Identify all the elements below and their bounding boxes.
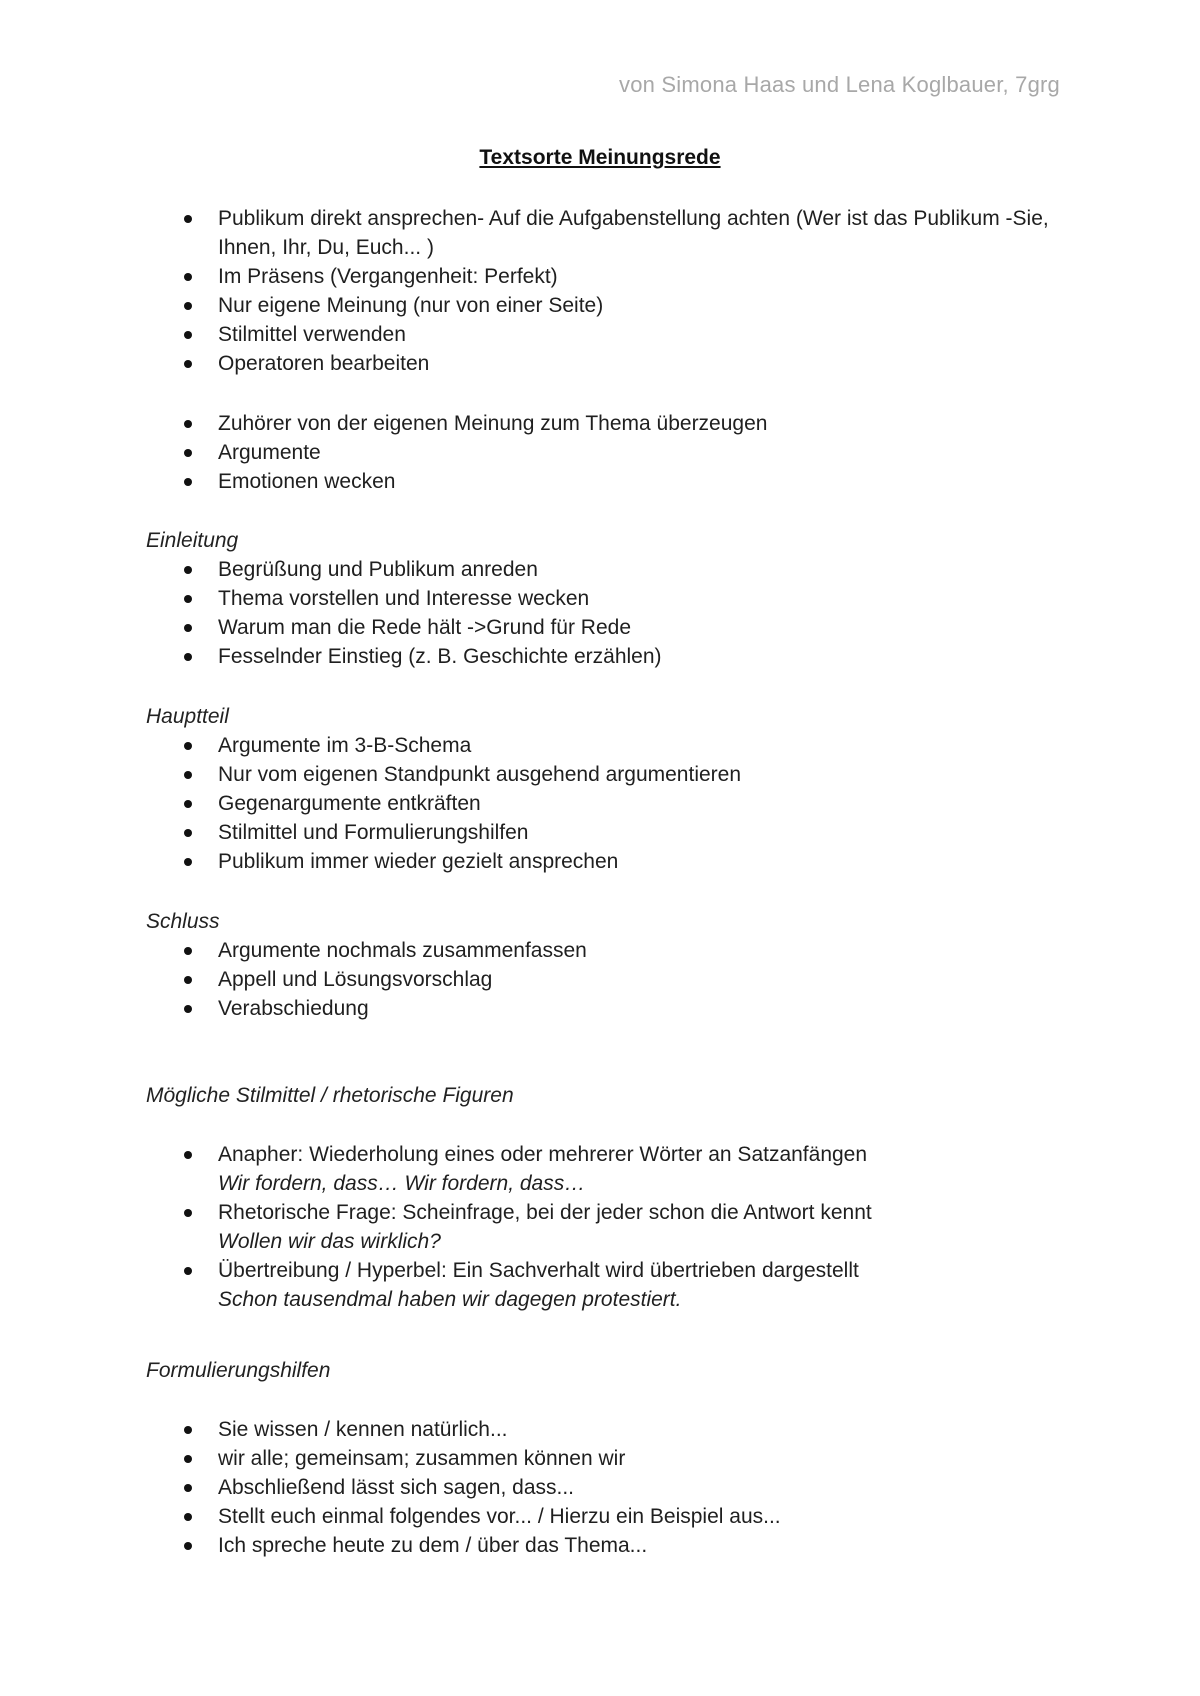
page-title: Textsorte Meinungsrede [479,146,721,169]
list-item [146,1531,1076,1560]
list-item-text: Übertreibung / Hyperbel: Ein Sachverhalt wird übertrieben dargestellt [218,1259,859,1282]
formulierungshilfen-list [146,1415,1076,1560]
section-heading-einleitung: Einleitung [146,529,239,552]
intro-list-1 [146,204,1076,378]
hauptteil-section [146,702,1076,876]
bullet-icon [184,215,192,223]
stilmittel-list [146,1140,1076,1314]
bullet-icon [184,273,192,281]
list-item-text: Warum man die Rede hält ->Grund für Rede [218,616,631,639]
list-item [146,1415,1076,1444]
section-heading-schluss: Schluss [146,910,220,933]
list-item [146,467,1076,496]
bullet-icon [184,829,192,837]
bullet-icon [184,624,192,632]
list-item [146,584,1076,613]
list-item [146,936,1076,965]
list-item [146,760,1076,789]
list-item [146,262,1076,291]
list-item-text: Rhetorische Frage: Scheinfrage, bei der jeder schon die Antwort kennt [218,1201,872,1224]
list-item-text: Stilmittel verwenden [218,323,406,346]
list-item-text: Argumente im 3-B-Schema [218,734,472,757]
list-item [146,994,1076,1023]
intro-list-2 [146,409,1076,496]
list-item [146,1140,1076,1198]
list-item-text: Stilmittel und Formulierungshilfen [218,821,529,844]
list-item-text: Operatoren bearbeiten [218,352,430,375]
intro-section-2 [146,409,1076,496]
bullet-icon [184,742,192,750]
einleitung-section [146,526,1076,671]
list-item-text: Begrüßung und Publikum anreden [218,558,538,581]
list-item [146,847,1076,876]
list-item [146,731,1076,760]
list-item-text: Sie wissen / kennen natürlich... [218,1418,508,1441]
bullet-icon [184,478,192,486]
bullet-icon [184,653,192,661]
list-item [146,1473,1076,1502]
list-item-text: Nur vom eigenen Standpunkt ausgehend argumentieren [218,763,742,786]
author-line: von Simona Haas und Lena Koglbauer, 7grg [619,72,1060,97]
example-text: Wir fordern, dass… Wir fordern, dass… [218,1172,586,1195]
list-item [146,438,1076,467]
list-item-text: Im Präsens (Vergangenheit: Perfekt) [218,265,558,288]
example-text: Schon tausendmal haben wir dagegen protestiert. [218,1288,682,1311]
list-item-text: Abschließend lässt sich sagen, dass... [218,1476,575,1499]
bullet-icon [184,1267,192,1275]
bullet-icon [184,331,192,339]
list-item-text: Zuhörer von der eigenen Meinung zum Thema überzeugen [218,412,768,435]
bullet-icon [184,1455,192,1463]
list-item-text: Gegenargumente entkräften [218,792,481,815]
list-item-text: Stellt euch einmal folgendes vor... / Hierzu ein Beispiel aus... [218,1505,781,1528]
list-item-text: Emotionen wecken [218,470,396,493]
section-heading-formulierungshilfen: Formulierungshilfen [146,1359,331,1382]
list-item-text: Argumente nochmals zusammenfassen [218,939,587,962]
bullet-icon [184,858,192,866]
list-item [146,1198,1076,1256]
intro-section-1 [146,204,1076,378]
list-item [146,818,1076,847]
einleitung-list [146,555,1076,671]
bullet-icon [184,566,192,574]
list-item-text: Argumente [218,441,321,464]
bullet-icon [184,771,192,779]
section-heading-hauptteil: Hauptteil [146,705,229,728]
list-item [146,320,1076,349]
bullet-icon [184,360,192,368]
formulierungshilfen-heading-block [146,1356,1076,1385]
list-item [146,642,1076,671]
bullet-icon [184,1513,192,1521]
example-text: Wollen wir das wirklich? [218,1230,441,1253]
bullet-icon [184,1426,192,1434]
list-item-text: Thema vorstellen und Interesse wecken [218,587,590,610]
list-item [146,1444,1076,1473]
schluss-section [146,907,1076,1023]
bullet-icon [184,595,192,603]
bullet-icon [184,947,192,955]
bullet-icon [184,1209,192,1217]
stilmittel-heading-block [146,1081,1076,1110]
bullet-icon [184,1005,192,1013]
bullet-icon [184,800,192,808]
list-item [146,555,1076,584]
bullet-icon [184,1484,192,1492]
hauptteil-list [146,731,1076,876]
bullet-icon [184,1542,192,1550]
list-item-text: Ich spreche heute zu dem / über das Thema... [218,1534,648,1557]
list-item-text: wir alle; gemeinsam; zusammen können wir [218,1447,626,1470]
list-item [146,349,1076,378]
list-item-text: Publikum direkt ansprechen- Auf die Aufgabenstellung achten (Wer ist das Publikum -Sie, Ihnen, Ihr, Du, Euch... ) [218,207,1049,259]
list-item [146,1502,1076,1531]
list-item [146,789,1076,818]
bullet-icon [184,302,192,310]
list-item-text: Nur eigene Meinung (nur von einer Seite) [218,294,604,317]
list-item [146,291,1076,320]
list-item [146,204,1076,262]
list-item-text: Appell und Lösungsvorschlag [218,968,493,991]
list-item [146,1256,1076,1314]
list-item [146,613,1076,642]
list-item-text: Fesselnder Einstieg (z. B. Geschichte erzählen) [218,645,662,668]
bullet-icon [184,1151,192,1159]
list-item-text: Anapher: Wiederholung eines oder mehrerer Wörter an Satzanfängen [218,1143,868,1166]
bullet-icon [184,976,192,984]
bullet-icon [184,420,192,428]
section-heading-stilmittel: Mögliche Stilmittel / rhetorische Figuren [146,1084,514,1107]
list-item [146,965,1076,994]
schluss-list [146,936,1076,1023]
list-item [146,409,1076,438]
stilmittel-section [146,1140,1076,1314]
bullet-icon [184,449,192,457]
formulierungshilfen-section [146,1415,1076,1560]
list-item-text: Verabschiedung [218,997,369,1020]
list-item-text: Publikum immer wieder gezielt ansprechen [218,850,619,873]
